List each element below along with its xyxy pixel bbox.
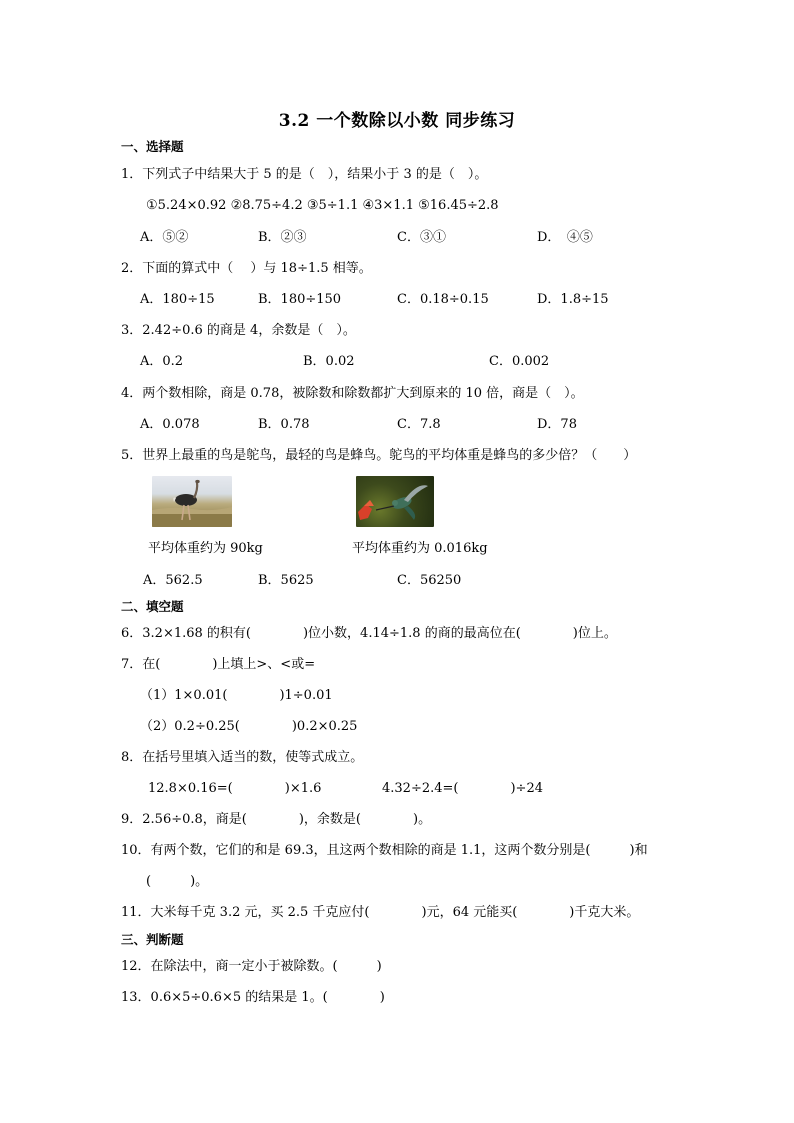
question-12: 12．在除法中，商一定小于被除数。( )	[121, 959, 382, 974]
question-7-part-1: （1）1×0.01( )1÷0.01	[140, 688, 333, 703]
question-8-equation-1: 12.8×0.16=( )×1.6	[148, 781, 322, 796]
q5-option-c[interactable]: C．56250	[397, 573, 462, 588]
question-3: 3．2.42÷0.6 的商是 4，余数是（ ）。	[121, 323, 356, 338]
q4-option-a[interactable]: A．0.078	[140, 417, 200, 432]
question-11: 11．大米每千克 3.2 元，买 2.5 千克应付( )元，64 元能买( )千克大米。	[121, 905, 640, 920]
question-13: 13．0.6×5÷0.6×5 的结果是 1。( )	[121, 990, 385, 1005]
question-10-continued: ( )。	[146, 874, 209, 889]
q3-option-b[interactable]: B．0.02	[303, 354, 355, 369]
section-heading-fill: 二、填空题	[121, 599, 184, 614]
question-1-expressions: ①5.24×0.92 ②8.75÷4.2 ③5÷1.1 ④3×1.1 ⑤16.45÷2.8	[146, 198, 499, 213]
question-9: 9．2.56÷0.8，商是( )，余数是( )。	[121, 812, 432, 827]
section-heading-judge: 三、判断题	[121, 932, 184, 947]
q2-option-a[interactable]: A．180÷15	[140, 292, 215, 307]
question-5: 5．世界上最重的鸟是鸵鸟，最轻的鸟是蜂鸟。鸵鸟的平均体重是蜂鸟的多少倍？（ ）	[121, 448, 637, 463]
q1-option-b[interactable]: B．②③	[258, 230, 307, 245]
q2-option-d[interactable]: D．1.8÷15	[537, 292, 609, 307]
hummingbird-caption: 平均体重约为 0.016kg	[352, 541, 488, 556]
q1-option-d[interactable]: D． ④⑤	[537, 230, 593, 245]
question-2: 2．下面的算式中（ ）与 18÷1.5 相等。	[121, 261, 372, 276]
question-1: 1．下列式子中结果大于 5 的是（ ），结果小于 3 的是（ ）。	[121, 167, 488, 182]
q5-option-a[interactable]: A．562.5	[143, 573, 203, 588]
ostrich-caption: 平均体重约为 90kg	[148, 541, 263, 556]
q4-option-c[interactable]: C．7.8	[397, 417, 441, 432]
hummingbird-photo	[356, 476, 434, 527]
question-6: 6．3.2×1.68 的积有( )位小数，4.14÷1.8 的商的最高位在( )位上。	[121, 626, 617, 641]
question-7: 7．在( )上填上>、<或=	[121, 657, 316, 672]
page-title: 3.2 一个数除以小数 同步练习	[278, 111, 516, 131]
q5-option-b[interactable]: B．5625	[258, 573, 314, 588]
question-8-equation-2: 4.32÷2.4=( )÷24	[382, 781, 543, 796]
question-4: 4．两个数相除，商是 0.78，被除数和除数都扩大到原来的 10 倍，商是（ ）。	[121, 386, 584, 401]
q2-option-b[interactable]: B．180÷150	[258, 292, 342, 307]
q1-option-c[interactable]: C．③①	[397, 230, 446, 245]
q4-option-d[interactable]: D．78	[537, 417, 577, 432]
section-heading-choice: 一、选择题	[121, 139, 184, 154]
question-8: 8．在括号里填入适当的数，使等式成立。	[121, 750, 364, 765]
question-7-part-2: （2）0.2÷0.25( )0.2×0.25	[140, 719, 358, 734]
question-10: 10．有两个数，它们的和是 69.3，且这两个数相除的商是 1.1，这两个数分别是( )和	[121, 843, 648, 858]
q1-option-a[interactable]: A．⑤②	[140, 230, 189, 245]
ostrich-photo	[152, 476, 232, 527]
q4-option-b[interactable]: B．0.78	[258, 417, 310, 432]
q3-option-a[interactable]: A．0.2	[140, 354, 184, 369]
q2-option-c[interactable]: C．0.18÷0.15	[397, 292, 489, 307]
q3-option-c[interactable]: C．0.002	[489, 354, 550, 369]
